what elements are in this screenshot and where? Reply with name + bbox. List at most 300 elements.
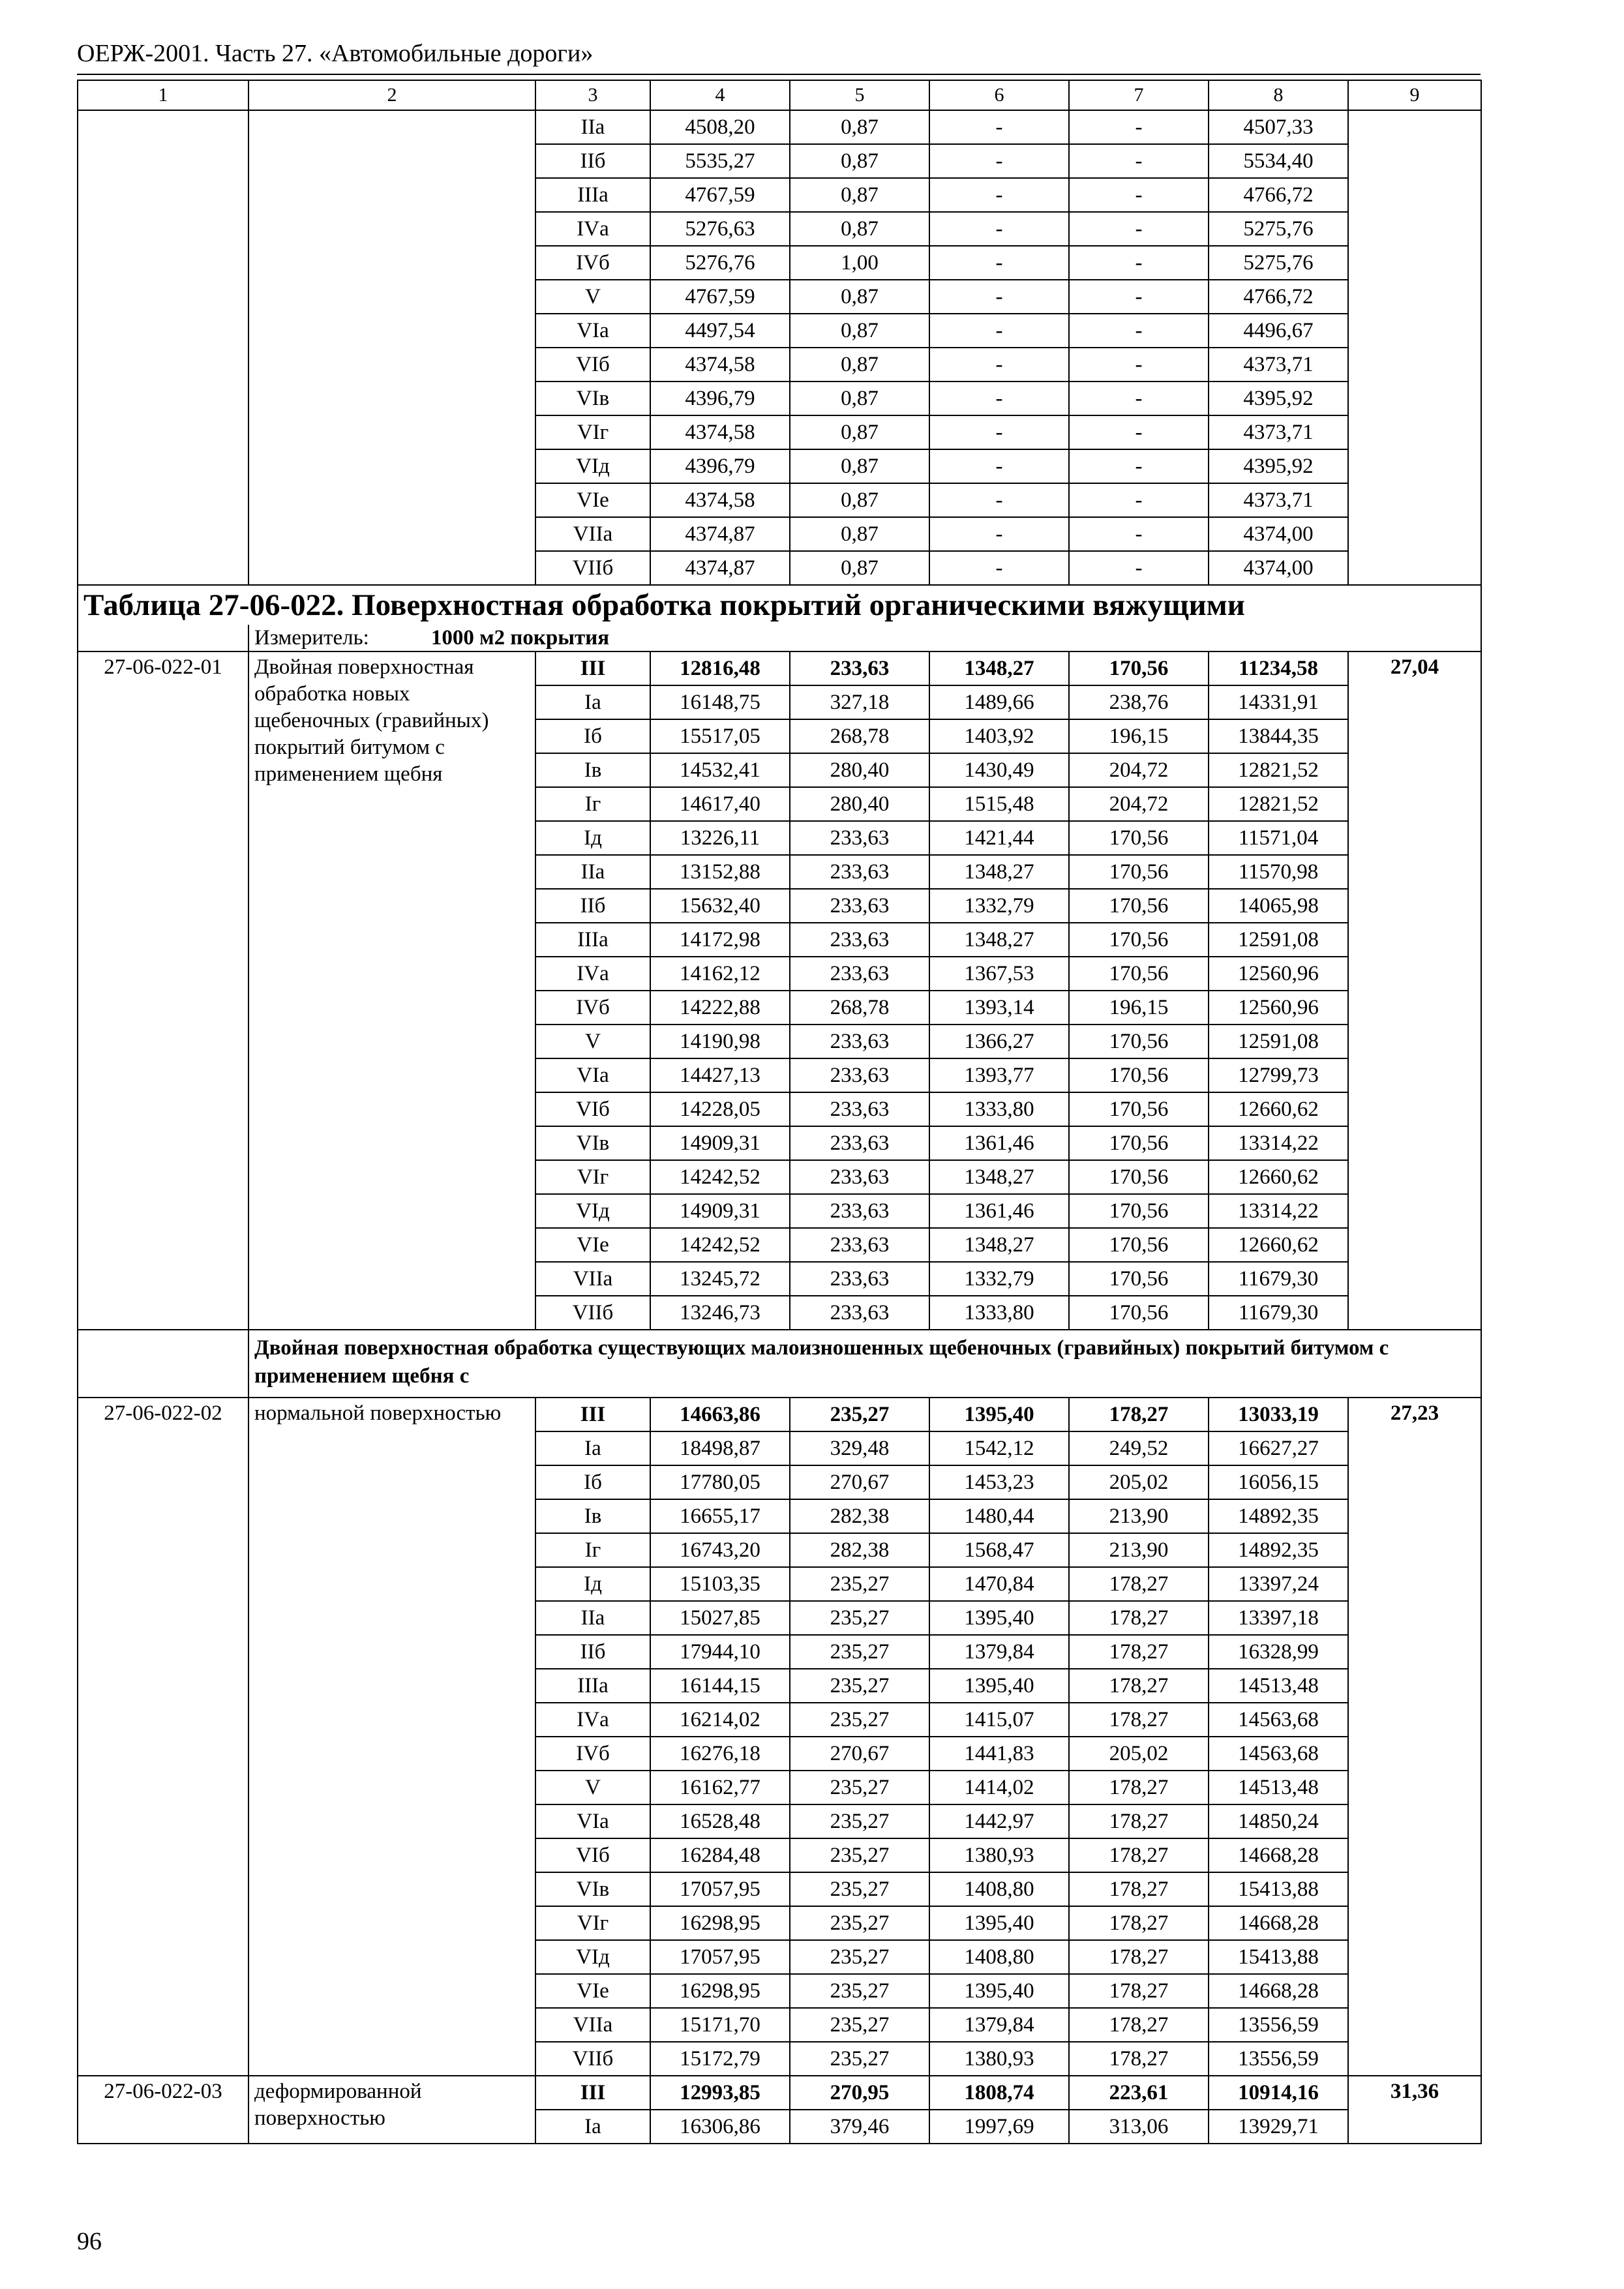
value-cell: 14331,91 [1209,685,1348,719]
value-cell: 233,63 [790,855,929,889]
value-cell: 13397,18 [1209,1601,1348,1635]
column-number: 8 [1209,80,1348,110]
value-cell: 14663,86 [650,1398,790,1431]
zone-cell: V [535,280,650,314]
value-cell: 14513,48 [1209,1669,1348,1703]
value-cell: 235,27 [790,1567,929,1601]
value-cell: 270,67 [790,1465,929,1499]
value-cell: 4395,92 [1209,449,1348,483]
value-cell: 14065,98 [1209,889,1348,923]
value-cell: 4374,87 [650,517,790,551]
zone-cell: Iб [535,719,650,753]
value-cell: 235,27 [790,1974,929,2008]
value-cell: 14228,05 [650,1092,790,1126]
rate-code: 27-06-022-03 [78,2076,248,2144]
value-cell: 16144,15 [650,1669,790,1703]
value-cell: 1393,77 [929,1058,1069,1092]
value-cell: 1348,27 [929,651,1069,685]
value-cell: 379,46 [790,2110,929,2144]
value-cell: - [1069,144,1209,178]
zone-cell: IVа [535,1703,650,1737]
value-cell: 235,27 [790,2008,929,2042]
value-cell: 14850,24 [1209,1804,1348,1838]
value-cell: 0,87 [790,348,929,382]
zone-cell: IVа [535,957,650,991]
value-cell: 16298,95 [650,1974,790,2008]
value-cell: 1480,44 [929,1499,1069,1533]
value-cell: - [929,280,1069,314]
labor-cell: 27,04 [1348,651,1481,1330]
value-cell: 233,63 [790,1092,929,1126]
rates-table-body [78,80,1481,2144]
value-cell: 196,15 [1069,991,1209,1025]
value-cell: 0,87 [790,144,929,178]
value-cell: 4374,00 [1209,551,1348,585]
value-cell: 16214,02 [650,1703,790,1737]
zone-cell: VIг [535,1906,650,1940]
value-cell: 1395,40 [929,1398,1069,1431]
value-cell: 178,27 [1069,1940,1209,1974]
value-cell: 4767,59 [650,178,790,212]
value-cell: 13152,88 [650,855,790,889]
value-cell: 1332,79 [929,1262,1069,1296]
value-cell: 11571,04 [1209,821,1348,855]
value-cell: 4374,58 [650,483,790,517]
value-cell: 4507,33 [1209,110,1348,144]
value-cell: 12660,62 [1209,1092,1348,1126]
value-cell: 16328,99 [1209,1635,1348,1669]
zone-cell: V [535,1025,650,1058]
value-cell: 170,56 [1069,1025,1209,1058]
value-cell: 235,27 [790,1398,929,1431]
value-cell: 178,27 [1069,1771,1209,1804]
value-cell: 1348,27 [929,1160,1069,1194]
value-cell: 14162,12 [650,957,790,991]
value-cell: 235,27 [790,1601,929,1635]
table-row [78,651,1481,685]
value-cell: 0,87 [790,382,929,415]
value-cell: 4373,71 [1209,348,1348,382]
value-cell: 11679,30 [1209,1262,1348,1296]
value-cell: 0,87 [790,178,929,212]
zone-cell: VIд [535,449,650,483]
value-cell: 14563,68 [1209,1703,1348,1737]
table-row [78,1398,1481,1431]
value-cell: 16655,17 [650,1499,790,1533]
value-cell: 213,90 [1069,1499,1209,1533]
value-cell: 1348,27 [929,1228,1069,1262]
zone-cell: VIа [535,314,650,348]
value-cell: 14892,35 [1209,1499,1348,1533]
zone-cell: VIIа [535,517,650,551]
value-cell: - [929,144,1069,178]
zone-cell: VIа [535,1804,650,1838]
value-cell: 280,40 [790,753,929,787]
value-cell: 12660,62 [1209,1160,1348,1194]
section-spacer [78,1330,248,1398]
value-cell: 0,87 [790,110,929,144]
zone-cell: IVб [535,1737,650,1771]
zone-cell: VIа [535,1058,650,1092]
value-cell: 1568,47 [929,1533,1069,1567]
value-cell: 204,72 [1069,787,1209,821]
value-cell: 16627,27 [1209,1431,1348,1465]
measure-label: Измеритель: [254,626,369,650]
value-cell: 233,63 [790,889,929,923]
value-cell: 4374,87 [650,551,790,585]
value-cell: 170,56 [1069,1058,1209,1092]
value-cell: 170,56 [1069,1296,1209,1330]
column-number: 3 [535,80,650,110]
value-cell: 4496,67 [1209,314,1348,348]
value-cell: 14242,52 [650,1160,790,1194]
value-cell: 1393,14 [929,991,1069,1025]
value-cell: 15103,35 [650,1567,790,1601]
value-cell: 170,56 [1069,1194,1209,1228]
value-cell: 1470,84 [929,1567,1069,1601]
value-cell: 170,56 [1069,855,1209,889]
value-cell: 1542,12 [929,1431,1069,1465]
value-cell: 178,27 [1069,1804,1209,1838]
value-cell: 233,63 [790,821,929,855]
value-cell: - [1069,314,1209,348]
col9-cell [1348,110,1481,585]
value-cell: 1430,49 [929,753,1069,787]
value-cell: 1379,84 [929,2008,1069,2042]
value-cell: 4767,59 [650,280,790,314]
value-cell: 170,56 [1069,1126,1209,1160]
value-cell: 15027,85 [650,1601,790,1635]
value-cell: 4395,92 [1209,382,1348,415]
value-cell: - [1069,517,1209,551]
value-cell: 268,78 [790,991,929,1025]
value-cell: 1441,83 [929,1737,1069,1771]
rates-table [77,80,1482,2144]
value-cell: 4374,58 [650,348,790,382]
value-cell: 15517,05 [650,719,790,753]
value-cell: 196,15 [1069,719,1209,753]
value-cell: 14668,28 [1209,1974,1348,2008]
value-cell: 5275,76 [1209,212,1348,246]
value-cell: 170,56 [1069,1160,1209,1194]
value-cell: - [1069,280,1209,314]
value-cell: 235,27 [790,1771,929,1804]
zone-cell: VIIб [535,1296,650,1330]
value-cell: 15632,40 [650,889,790,923]
value-cell: 15413,88 [1209,1940,1348,1974]
value-cell: 1395,40 [929,1906,1069,1940]
zone-cell: IIIа [535,923,650,957]
value-cell: 233,63 [790,923,929,957]
value-cell: 238,76 [1069,685,1209,719]
value-cell: - [1069,348,1209,382]
zone-cell: IVа [535,212,650,246]
value-cell: - [1069,212,1209,246]
value-cell: 205,02 [1069,1465,1209,1499]
value-cell: 4373,71 [1209,415,1348,449]
code-cell [78,110,248,585]
value-cell: 1332,79 [929,889,1069,923]
value-cell: 18498,87 [650,1431,790,1465]
value-cell: 170,56 [1069,821,1209,855]
value-cell: 13314,22 [1209,1194,1348,1228]
value-cell: 233,63 [790,651,929,685]
value-cell: 16743,20 [650,1533,790,1567]
value-cell: 0,87 [790,314,929,348]
value-cell: - [1069,246,1209,280]
measure-spacer [78,625,248,651]
column-number-row [78,80,1481,110]
zone-cell: IIа [535,110,650,144]
zone-cell: VIб [535,1838,650,1872]
value-cell: 16306,86 [650,2110,790,2144]
value-cell: 1380,93 [929,2042,1069,2076]
zone-cell: VIб [535,348,650,382]
value-cell: - [929,314,1069,348]
value-cell: 235,27 [790,1906,929,1940]
value-cell: 4373,71 [1209,483,1348,517]
zone-cell: Iб [535,1465,650,1499]
value-cell: - [929,246,1069,280]
value-cell: 233,63 [790,1025,929,1058]
table-row [78,2076,1481,2110]
value-cell: 178,27 [1069,1906,1209,1940]
value-cell: 1515,48 [929,787,1069,821]
zone-cell: Iв [535,1499,650,1533]
value-cell: - [1069,449,1209,483]
zone-cell: VIв [535,1872,650,1906]
value-cell: 4508,20 [650,110,790,144]
value-cell: - [1069,110,1209,144]
value-cell: 1421,44 [929,821,1069,855]
value-cell: 5276,63 [650,212,790,246]
zone-cell: VIд [535,1940,650,1974]
value-cell: 1403,92 [929,719,1069,753]
value-cell: 235,27 [790,1940,929,1974]
zone-cell: Iд [535,821,650,855]
value-cell: 1333,80 [929,1296,1069,1330]
zone-cell: Iа [535,1431,650,1465]
value-cell: 329,48 [790,1431,929,1465]
value-cell: 235,27 [790,1838,929,1872]
value-cell: 170,56 [1069,923,1209,957]
value-cell: 12821,52 [1209,787,1348,821]
value-cell: 235,27 [790,1872,929,1906]
value-cell: 1997,69 [929,2110,1069,2144]
value-cell: 14892,35 [1209,1533,1348,1567]
zone-cell: IIа [535,855,650,889]
value-cell: 0,87 [790,415,929,449]
value-cell: 15413,88 [1209,1872,1348,1906]
table-title: Таблица 27-06-022. Поверхностная обработка покрытий органическими вяжущими [78,585,1481,625]
value-cell: 14172,98 [650,923,790,957]
measure-value: 1000 м2 покрытия [430,626,610,650]
zone-cell: IIа [535,1601,650,1635]
labor-cell: 31,36 [1348,2076,1481,2144]
value-cell: 14190,98 [650,1025,790,1058]
value-cell: 1395,40 [929,1601,1069,1635]
value-cell: 233,63 [790,1262,929,1296]
table-row [78,110,1481,144]
column-number: 2 [248,80,535,110]
value-cell: 1453,23 [929,1465,1069,1499]
value-cell: 1333,80 [929,1092,1069,1126]
rate-code: 27-06-022-01 [78,651,248,1330]
value-cell: 178,27 [1069,1838,1209,1872]
value-cell: - [929,483,1069,517]
value-cell: - [929,517,1069,551]
page-number: 96 [77,2228,102,2255]
value-cell: 170,56 [1069,889,1209,923]
value-cell: 170,56 [1069,957,1209,991]
value-cell: 13033,19 [1209,1398,1348,1431]
zone-cell: Iг [535,787,650,821]
description-cell [248,110,535,585]
zone-cell: IVб [535,991,650,1025]
value-cell: 15172,79 [650,2042,790,2076]
value-cell: 12799,73 [1209,1058,1348,1092]
zone-cell: Iд [535,1567,650,1601]
value-cell: 235,27 [790,1804,929,1838]
value-cell: 1379,84 [929,1635,1069,1669]
value-cell: 4497,54 [650,314,790,348]
value-cell: 16148,75 [650,685,790,719]
value-cell: 5276,76 [650,246,790,280]
value-cell: 233,63 [790,1058,929,1092]
zone-cell: Iг [535,1533,650,1567]
value-cell: 13556,59 [1209,2042,1348,2076]
column-number: 1 [78,80,248,110]
value-cell: - [1069,415,1209,449]
value-cell: 17780,05 [650,1465,790,1499]
value-cell: 1395,40 [929,1669,1069,1703]
value-cell: 13397,24 [1209,1567,1348,1601]
value-cell: 268,78 [790,719,929,753]
value-cell: 13314,22 [1209,1126,1348,1160]
value-cell: 233,63 [790,1160,929,1194]
zone-cell: VIIб [535,2042,650,2076]
value-cell: - [929,415,1069,449]
column-number: 5 [790,80,929,110]
column-number: 7 [1069,80,1209,110]
value-cell: 14242,52 [650,1228,790,1262]
value-cell: 12591,08 [1209,923,1348,957]
value-cell: 16284,48 [650,1838,790,1872]
value-cell: 4374,00 [1209,517,1348,551]
value-cell: 16162,77 [650,1771,790,1804]
value-cell: 12560,96 [1209,991,1348,1025]
value-cell: 1361,46 [929,1194,1069,1228]
zone-cell: VIг [535,415,650,449]
value-cell: 178,27 [1069,1398,1209,1431]
value-cell: - [929,449,1069,483]
section-title: Двойная поверхностная обработка существующих малоизношенных щебеночных (гравийных) покрытий битумом с применением щебня с [248,1330,1481,1398]
value-cell: 12993,85 [650,2076,790,2110]
value-cell: 15171,70 [650,2008,790,2042]
value-cell: 1415,07 [929,1703,1069,1737]
value-cell: 170,56 [1069,1092,1209,1126]
value-cell: 233,63 [790,1228,929,1262]
value-cell: 223,61 [1069,2076,1209,2110]
value-cell: - [929,551,1069,585]
value-cell: 17057,95 [650,1872,790,1906]
value-cell: 14668,28 [1209,1906,1348,1940]
value-cell: - [929,348,1069,382]
value-cell: 233,63 [790,957,929,991]
value-cell: 327,18 [790,685,929,719]
value-cell: 12591,08 [1209,1025,1348,1058]
value-cell: 5535,27 [650,144,790,178]
value-cell: 233,63 [790,1194,929,1228]
zone-cell: Iв [535,753,650,787]
value-cell: 5534,40 [1209,144,1348,178]
value-cell: 1489,66 [929,685,1069,719]
value-cell: - [1069,483,1209,517]
value-cell: 12560,96 [1209,957,1348,991]
value-cell: 178,27 [1069,2008,1209,2042]
value-cell: - [1069,178,1209,212]
zone-cell: III [535,651,650,685]
zone-cell: VIв [535,382,650,415]
value-cell: 204,72 [1069,753,1209,787]
value-cell: 178,27 [1069,1872,1209,1906]
value-cell: 270,67 [790,1737,929,1771]
value-cell: 16528,48 [650,1804,790,1838]
value-cell: - [1069,551,1209,585]
value-cell: 10914,16 [1209,2076,1348,2110]
value-cell: 16298,95 [650,1906,790,1940]
value-cell: 14513,48 [1209,1771,1348,1804]
value-cell: 280,40 [790,787,929,821]
value-cell: 13246,73 [650,1296,790,1330]
value-cell: 178,27 [1069,1974,1209,2008]
value-cell: - [929,110,1069,144]
value-cell: 4396,79 [650,382,790,415]
value-cell: 313,06 [1069,2110,1209,2144]
zone-cell: VIе [535,1974,650,2008]
zone-cell: IIIа [535,178,650,212]
column-number: 6 [929,80,1069,110]
value-cell: 233,63 [790,1126,929,1160]
measure-cell [248,625,1481,651]
value-cell: 17057,95 [650,1940,790,1974]
value-cell: 233,63 [790,1296,929,1330]
value-cell: 11679,30 [1209,1296,1348,1330]
zone-cell: Iа [535,2110,650,2144]
value-cell: 13226,11 [650,821,790,855]
zone-cell: III [535,2076,650,2110]
value-cell: 4766,72 [1209,178,1348,212]
zone-cell: VIIб [535,551,650,585]
value-cell: 12821,52 [1209,753,1348,787]
value-cell: 5275,76 [1209,246,1348,280]
value-cell: 170,56 [1069,1262,1209,1296]
value-cell: 178,27 [1069,1567,1209,1601]
value-cell: 178,27 [1069,1601,1209,1635]
value-cell: 0,87 [790,483,929,517]
section-title-row [78,1330,1481,1398]
value-cell: 235,27 [790,1669,929,1703]
value-cell: 14668,28 [1209,1838,1348,1872]
zone-cell: V [535,1771,650,1804]
value-cell: 0,87 [790,280,929,314]
column-number: 4 [650,80,790,110]
value-cell: 1366,27 [929,1025,1069,1058]
labor-cell: 27,23 [1348,1398,1481,2076]
value-cell: 270,95 [790,2076,929,2110]
value-cell: 14617,40 [650,787,790,821]
value-cell: 17944,10 [650,1635,790,1669]
